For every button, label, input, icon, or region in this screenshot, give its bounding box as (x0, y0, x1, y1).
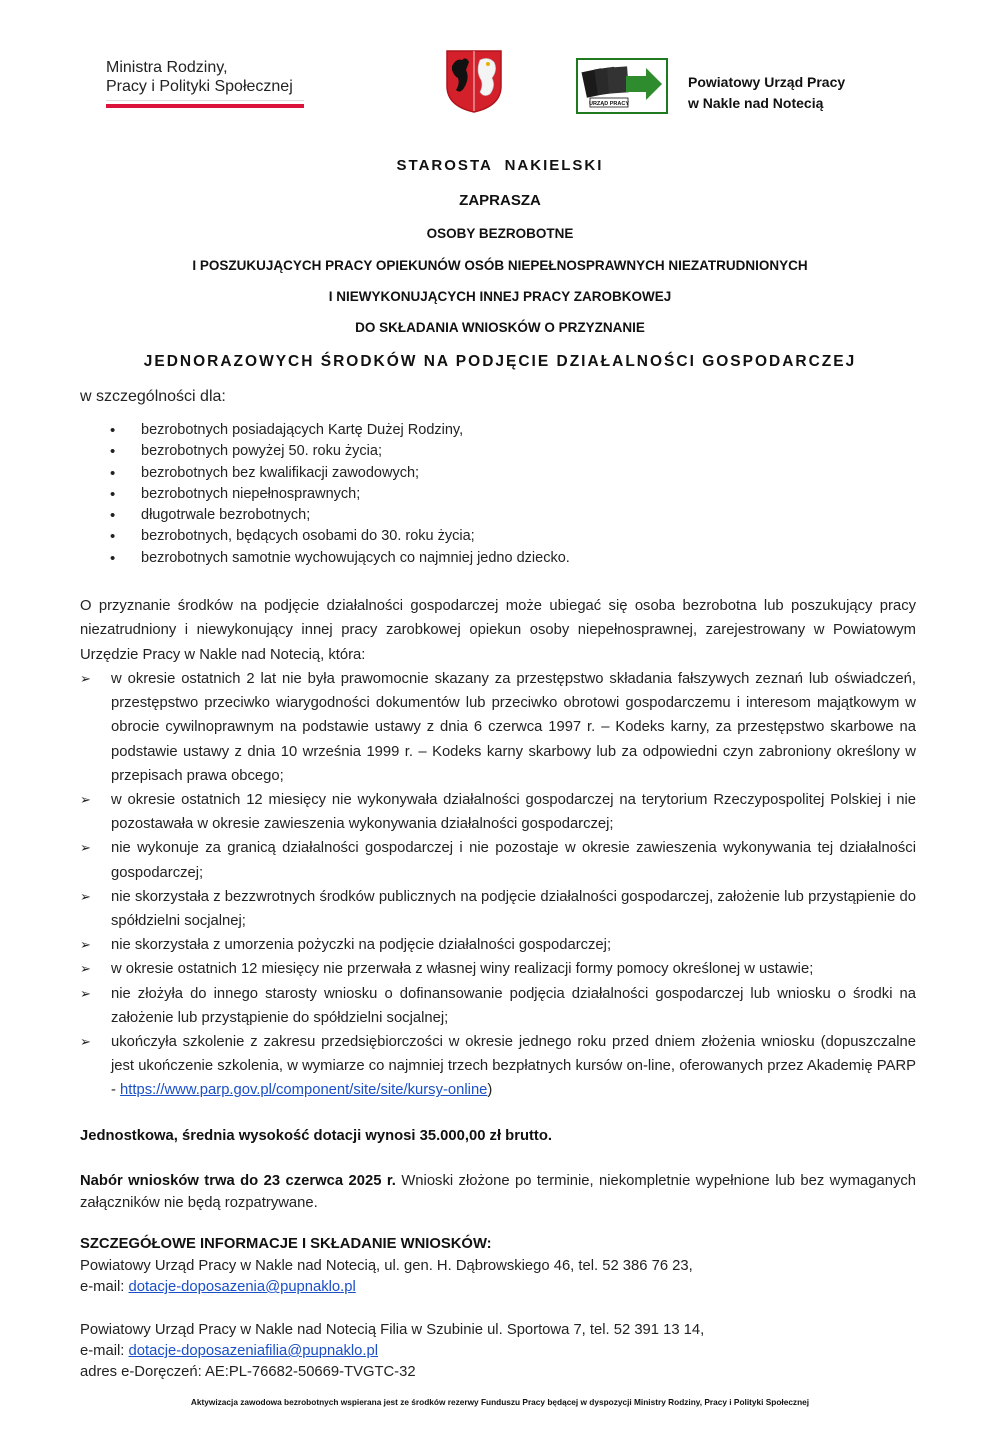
title-line3: I NIEWYKONUJĄCYCH INNEJ PRACY ZAROBKOWEJ (328, 289, 672, 304)
target-groups-list (110, 420, 570, 569)
title-line5: JEDNORAZOWYCH ŚRODKÓW NA PODJĘCIE DZIAŁALNOŚCI GOSPODARCZEJ (143, 353, 857, 370)
pup-logo-text: URZĄD PRACY (588, 101, 630, 107)
deadline-paragraph (80, 1170, 916, 1214)
condition-item: ➢ nie wykonuje za granicą działalności gospodarczej i nie pozostaje w okresie zawieszenia wykonywania tej działalności gospodarczej; (80, 836, 916, 884)
list-item: • bezrobotnych niepełnosprawnych; (110, 484, 570, 505)
condition-item: ➢ w okresie ostatnich 12 miesięcy nie przerwała z własnej winy realizacji formy pomocy określonej w ustawie; (80, 957, 916, 981)
deadline-note: Wnioski złożone po terminie, niekompletnie wypełnione lub bez wymaganych załączników nie będą rozpatrywane. (80, 1173, 916, 1211)
office-main-email-link[interactable]: dotacje-doposazenia@pupnaklo.pl (128, 1279, 356, 1295)
office-branch-email-link[interactable]: dotacje-doposazeniafilia@pupnaklo.pl (128, 1343, 378, 1359)
list-item: • bezrobotnych bez kwalifikacji zawodowych; (110, 463, 570, 484)
pup-name (688, 72, 845, 114)
condition-item: ➢ nie skorzystała z umorzenia pożyczki na podjęcie działalności gospodarczej; (80, 933, 916, 957)
parp-courses-link[interactable]: https://www.parp.gov.pl/component/site/site/kursy-online (120, 1082, 488, 1099)
title-starosta: STAROSTA NAKIELSKI (396, 157, 604, 174)
condition-item: ➢ nie skorzystała z bezzwrotnych środków publicznych na podjęcie działalności gospodarczej, założenie lub przystąpienie do spółdzielni socjalnej; (80, 885, 916, 933)
condition-training-text: ukończyła szkolenie z zakresu przedsiębiorczości w okresie jednego roku przed dniem złożenia wniosku (dopuszczalne jest ukończenie szkolenia, w wymiarze co najmniej trzech bezpłatnych kursów on-line, oferowanych przez Akademię PARP - (111, 1034, 916, 1099)
ministry-logo-divider (106, 100, 304, 101)
info-heading: SZCZEGÓŁOWE INFORMACJE I SKŁADANIE WNIOSKÓW: (80, 1236, 492, 1252)
condition-item-training (80, 1030, 916, 1103)
coat-of-arms-icon (444, 48, 504, 114)
title-line1: OSOBY BEZROBOTNE (426, 226, 574, 241)
condition-item: ➢ w okresie ostatnich 12 miesięcy nie wykonywała działalności gospodarczej na terytorium Rzeczypospolitej Polskiej i nie pozostawała w okresie zawieszenia wykonywania działalności gospodarczej; (80, 788, 916, 836)
list-item: • długotrwale bezrobotnych; (110, 505, 570, 526)
office-main-address: Powiatowy Urząd Pracy w Nakle nad Notecią, ul. gen. H. Dąbrowskiego 46, tel. 52 386 76 23, (80, 1258, 693, 1274)
office-main-email-line (80, 1277, 356, 1299)
edoreczen-address: adres e-Doręczeń: AE:PL-76682-50669-TVGTC-32 (80, 1364, 416, 1380)
list-item: • bezrobotnych samotnie wychowujących co najmniej jedno dziecko. (110, 548, 570, 569)
office-branch-email-line (80, 1341, 378, 1363)
footer-note: Aktywizacja zawodowa bezrobotnych wspierana jest ze środków rezerwy Funduszu Pracy będącej w dyspozycji Ministry Rodziny, Pracy i Polityki Społecznej (190, 1397, 810, 1407)
ministry-name-line2: Pracy i Polityki Społecznej (106, 78, 293, 95)
ministry-logo-red-bar (106, 104, 304, 108)
list-item: • bezrobotnych, będących osobami do 30. roku życia; (110, 526, 570, 547)
list-item: • bezrobotnych posiadających Kartę Dużej Rodziny, (110, 420, 570, 441)
pup-name-line1: Powiatowy Urząd Pracy (688, 74, 846, 90)
deadline-date: Nabór wniosków trwa do 23 czerwca 2025 r. (80, 1173, 396, 1189)
pup-name-line2: w Nakle nad Notecią (688, 95, 824, 111)
title-line4: DO SKŁADANIA WNIOSKÓW O PRZYZNANIE (355, 320, 645, 335)
conditions-list (80, 667, 916, 1103)
email-label: e-mail: (80, 1279, 129, 1295)
title-zaprasza: ZAPRASZA (459, 192, 541, 209)
pup-logo-icon (576, 58, 668, 114)
email-label: e-mail: (80, 1343, 129, 1359)
document-header (0, 0, 1000, 130)
ministry-name-line1: Ministra Rodziny, (106, 59, 228, 76)
ministry-logo (106, 58, 293, 96)
list-item: • bezrobotnych powyżej 50. roku życia; (110, 441, 570, 462)
condition-item: ➢ nie złożyła do innego starosty wniosku o dofinansowanie podjęcia działalności gospodarczej lub wniosku o środki na założenie lub przystąpienie do spółdzielni socjalnej; (80, 982, 916, 1030)
condition-closing: ) (487, 1082, 493, 1099)
eligibility-paragraph: O przyznanie środków na podjęcie działalności gospodarczej może ubiegać się osoba bezrobotna lub poszukujący pracy niezatrudniony i niewykonujący innej pracy zarobkowej opiekun osoby niepełnosprawnej, zarejestrowany w Powiatowym Urzędzie Pracy w Nakle nad Notecią, która: (80, 598, 916, 663)
condition-item: ➢ w okresie ostatnich 2 lat nie była prawomocnie skazany za przestępstwo składania fałszywych zeznań lub oświadczeń, przestępstwo przeciwko wiarygodności dokumentów lub przeciwko obrotowi gospodarczemu i interesom majątkowym w obrocie cywilnoprawnym na podstawie ustawy z dnia 6 czerwca 1997 r. – Kodeks karny, za przestępstwo skarbowe na podstawie ustawy z dnia 10 września 1999 r. – Kodeks karny skarbowy lub za odpowiedni czyn zabroniony określony w przepisach prawa obcego; (80, 667, 916, 788)
title-line2: I POSZUKUJĄCYCH PRACY OPIEKUNÓW OSÓB NIEPEŁNOSPRAWNYCH NIEZATRUDNIONYCH (192, 258, 808, 273)
intro-text: w szczególności dla: (80, 388, 226, 405)
grant-amount: Jednostkowa, średnia wysokość dotacji wynosi 35.000,00 zł brutto. (80, 1128, 553, 1144)
office-branch-address: Powiatowy Urząd Pracy w Nakle nad Notecią Filia w Szubinie ul. Sportowa 7, tel. 52 391 13 14, (80, 1322, 705, 1338)
